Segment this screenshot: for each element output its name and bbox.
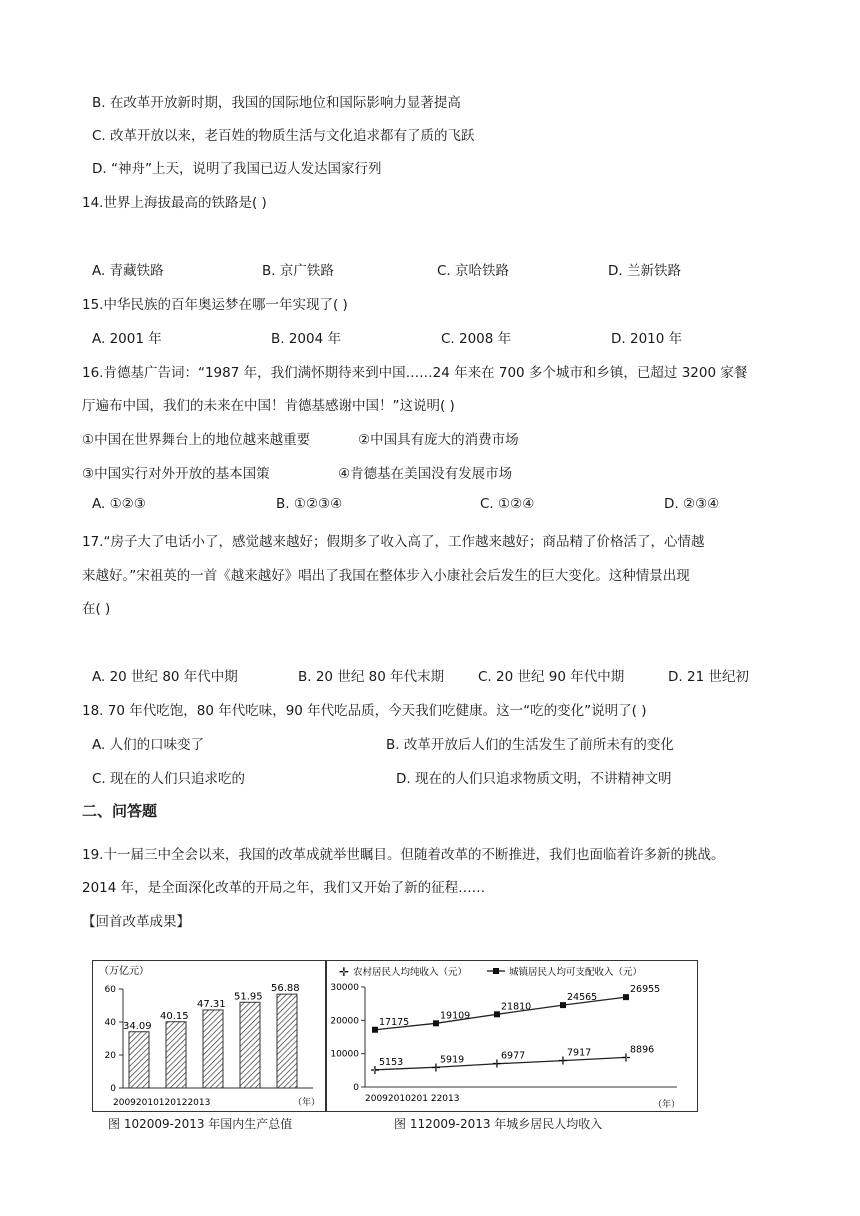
bar: [203, 1010, 223, 1088]
rural-point: ✛: [621, 1051, 631, 1065]
point-value-label: 21810: [501, 1001, 532, 1013]
q16-option-b: B. ①②③④: [276, 496, 343, 512]
q16-item-3: ③中国实行对外开放的基本国策: [82, 466, 270, 482]
line-y-tick-label: 10000: [330, 1049, 359, 1060]
rural-point: ✛: [492, 1057, 502, 1071]
q18-option-a: A. 人们的口味变了: [92, 737, 205, 753]
q16-stem-line1: 16.肯德基广告词：“1987 年，我们满怀期待来到中国……24 年来在 700 多个城市和乡镇，已超过 3200 家餐: [82, 365, 748, 381]
point-value-label: 7917: [567, 1047, 592, 1059]
q17-option-d: D. 21 世纪初: [668, 669, 749, 685]
point-value-label: 5153: [379, 1056, 404, 1068]
bar-y-tick-label: 0: [110, 1084, 116, 1094]
q15-stem: 15.中华民族的百年奥运梦在哪一年实现了( ): [82, 297, 348, 313]
q16-option-a: A. ①②③: [92, 496, 146, 512]
bar-y-axis-label: （万亿元）: [99, 966, 149, 977]
gdp-bar-chart: [92, 960, 326, 1112]
q13-option-c: C. 改革开放以来，老百姓的物质生活与文化追求都有了质的飞跃: [92, 128, 475, 144]
bar: [277, 994, 297, 1088]
bar: [240, 1002, 260, 1088]
income-line-chart: [326, 960, 698, 1112]
line-x-tick-labels: 20092010201 22013: [365, 1094, 460, 1104]
urban-point: [494, 1011, 500, 1017]
urban-point: [372, 1027, 378, 1033]
point-value-label: 26955: [630, 984, 661, 996]
q15-option-a: A. 2001 年: [92, 331, 162, 347]
q14-stem: 14.世界上海拔最高的铁路是( ): [82, 195, 267, 211]
q17-stem-line3: 在( ): [82, 601, 111, 617]
q18-stem: 18. 70 年代吃饱，80 年代吃味，90 年代吃品质，今天我们吃健康。这一“吃的变化”说明了( ): [82, 703, 647, 719]
legend-rural-label: 农村居民人均纯收入（元）: [353, 967, 468, 978]
point-value-label: 19109: [440, 1010, 471, 1022]
q17-option-a: A. 20 世纪 80 年代中期: [92, 669, 238, 685]
q16-option-d: D. ②③④: [664, 496, 720, 512]
bar-value-label: 56.88: [271, 983, 300, 995]
q14-option-d: D. 兰新铁路: [608, 263, 681, 279]
q19-stem-line2: 2014 年，是全面深化改革的开局之年，我们又开始了新的征程……: [82, 880, 486, 896]
q17-stem-line1: 17.“房子大了电话小了，感觉越来越好；假期多了收入高了，工作越来越好；商品精了价格活了，心情越: [82, 534, 705, 550]
bar-value-label: 40.15: [160, 1010, 189, 1022]
rural-point: ✛: [558, 1054, 568, 1068]
q16-stem-line2: 厅遍布中国，我们的未来在中国！肯德基感谢中国！”这说明( ): [82, 398, 455, 414]
bar: [129, 1032, 149, 1088]
q17-option-b: B. 20 世纪 80 年代末期: [298, 669, 445, 685]
bar-y-tick-label: 40: [104, 1018, 116, 1028]
rural-point: ✛: [370, 1063, 380, 1077]
q15-option-d: D. 2010 年: [611, 331, 683, 347]
figure-11-caption: 图 112009-2013 年城乡居民人均收入: [394, 1117, 603, 1131]
bar-y-tick-label: 20: [104, 1051, 116, 1061]
legend-rural-marker: ✛: [339, 965, 350, 979]
q18-option-d: D. 现在的人们只追求物质文明，不讲精神文明: [396, 771, 672, 787]
line-y-tick-label: 20000: [330, 1016, 359, 1027]
rural-point: ✛: [431, 1061, 441, 1075]
q16-item-2: ②中国具有庞大的消费市场: [358, 432, 519, 448]
q13-option-b: B. 在改革开放新时期，我国的国际地位和国际影响力显著提高: [92, 95, 461, 111]
bar-value-label: 51.95: [234, 991, 263, 1003]
q15-option-c: C. 2008 年: [441, 331, 512, 347]
figure-10-caption: 图 102009-2013 年国内生产总值: [108, 1117, 293, 1131]
q16-item-4: ④肯德基在美国没有发展市场: [338, 466, 513, 482]
urban-point: [560, 1002, 566, 1008]
bar-x-tick-labels: 20092010120122013: [113, 1098, 211, 1108]
urban-point: [433, 1020, 439, 1026]
income-line-chart-svg: [327, 961, 697, 1111]
q13-option-d: D. “神舟”上天，说明了我国已迈人发达国家行列: [92, 161, 382, 177]
q14-option-b: B. 京广铁路: [262, 263, 334, 279]
bar-value-label: 34.09: [123, 1020, 152, 1032]
q14-option-c: C. 京哈铁路: [437, 263, 510, 279]
bar-y-tick-label: 60: [104, 985, 116, 995]
bar-x-axis-label: （年）: [293, 1098, 321, 1108]
q19-stem-line1: 19.十一届三中全会以来，我国的改革成就举世瞩目。但随着改革的不断推进，我们也面临着许多新的挑战。: [82, 847, 725, 863]
point-value-label: 5919: [440, 1054, 465, 1066]
point-value-label: 24565: [567, 992, 598, 1004]
q16-option-c: C. ①②④: [480, 496, 535, 512]
q14-option-a: A. 青藏铁路: [92, 263, 164, 279]
point-value-label: 8896: [630, 1044, 655, 1056]
urban-point: [623, 994, 629, 1000]
section-heading: 二、问答题: [82, 802, 158, 820]
point-value-label: 17175: [379, 1016, 410, 1028]
line-y-tick-label: 30000: [330, 983, 359, 993]
q18-option-c: C. 现在的人们只追求吃的: [92, 771, 246, 787]
bar: [166, 1022, 186, 1088]
q17-option-c: C. 20 世纪 90 年代中期: [478, 669, 625, 685]
line-x-axis-label: （年）: [653, 1100, 681, 1110]
gdp-bar-chart-svg: [93, 961, 325, 1111]
legend-urban-label: 城镇居民人均可支配收入（元）: [509, 967, 643, 978]
line-y-tick-label: 0: [353, 1083, 359, 1093]
legend: [339, 965, 642, 979]
q17-stem-line2: 来越好。”宋祖英的一首《越来越好》唱出了我国在整体步入小康社会后发生的巨大变化。这种情景出现: [82, 568, 690, 584]
point-value-label: 6977: [501, 1050, 526, 1062]
legend-urban-marker: [493, 968, 499, 974]
q18-option-b: B. 改革开放后人们的生活发生了前所未有的变化: [386, 737, 674, 753]
q16-item-1: ①中国在世界舞台上的地位越来越重要: [82, 432, 311, 448]
q19-subheading: 【回首改革成果】: [82, 914, 190, 930]
q15-option-b: B. 2004 年: [271, 331, 341, 347]
bar-value-label: 47.31: [197, 998, 226, 1010]
